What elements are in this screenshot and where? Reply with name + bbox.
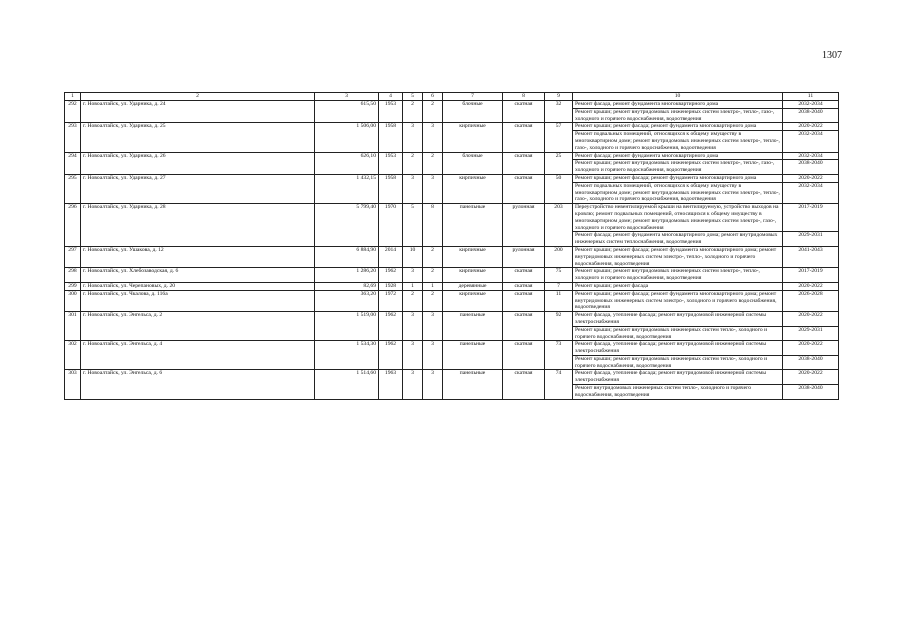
capital-repair-table (64, 92, 839, 400)
record-year: 1962 (379, 312, 403, 341)
record-number: 299 (65, 282, 81, 290)
record-residents: 75 (545, 268, 573, 283)
work-description: Ремонт фасада, утепление фасада; ремонт внутридомовой инженерной системы электроснабжения (573, 341, 783, 356)
work-description: Переустройство невентилируемой крыши на вентилируемую, устройство выходов на кровлю; ремонт подвальных помещений, относящихся к общему имуществу в многоквартирном доме; ремонт внутридомовых инженерных систем электро-, газо-, холодного и горячего водоснабжения (573, 204, 783, 232)
record-wall-material: панельные (443, 312, 503, 341)
work-period: 2017-2019 (783, 268, 839, 283)
record-address: г. Новоалтайск, ул. Ударника, д. 25 (81, 123, 315, 152)
work-description: Ремонт фасада; ремонт фундамента многоквартирного дома; ремонт внутридомовых инженерных систем теплоснабжения, водоотведения (573, 232, 783, 247)
column-number: 7 (443, 93, 503, 101)
work-period: 2032-2034 (783, 101, 839, 109)
record-number: 303 (65, 370, 81, 399)
record-area: 6 884,90 (315, 246, 379, 267)
record-entrances: 3 (423, 123, 443, 152)
work-description: Ремонт фасада, утепление фасада; ремонт внутридомовой инженерной системы электроснабжения (573, 370, 783, 385)
record-entrances: 2 (423, 290, 443, 311)
work-description: Ремонт подвальных помещений, относящихся к общему имуществу в многоквартирном доме; ремонт внутридомовых инженерных систем электро-, тепло-, газо-, холодного и горячего водоснабжения, водоотведения (573, 131, 783, 152)
work-description: Ремонт крыши; ремонт внутридомовых инженерных систем электро-, тепло-, газо-, холодного и горячего водоснабжения, водоотведения (573, 108, 783, 123)
record-address: г. Новоалтайск, ул. Ударника, д. 24 (81, 101, 315, 123)
record-entrances: 2 (423, 101, 443, 123)
table-row (65, 290, 839, 311)
work-description: Ремонт фасада, утепление фасада; ремонт внутридомовой инженерной системы электроснабжения (573, 312, 783, 327)
record-floors: 1 (403, 282, 423, 290)
record-roof-type: скатная (503, 174, 545, 203)
record-roof-type: скатная (503, 101, 545, 123)
record-entrances: 3 (423, 370, 443, 399)
record-roof-type: скатная (503, 370, 545, 399)
record-wall-material: панельные (443, 370, 503, 399)
record-area: 363,20 (315, 290, 379, 311)
record-entrances: 3 (423, 174, 443, 203)
record-address: г. Новоалтайск, ул. Хлебозаводская, д. 6 (81, 268, 315, 283)
work-description: Ремонт крыши; ремонт внутридомовых инженерных систем электро-, тепло-, холодного и горячего водоснабжения, водоотведения (573, 268, 783, 283)
record-year: 1958 (379, 123, 403, 152)
work-period: 2041-2043 (783, 246, 839, 267)
record-year: 1962 (379, 341, 403, 370)
record-residents: 57 (545, 123, 573, 152)
record-entrances: 2 (423, 268, 443, 283)
record-floors: 2 (403, 101, 423, 123)
record-area: 1 432,15 (315, 174, 379, 203)
record-wall-material: панельные (443, 204, 503, 247)
work-period: 2032-2034 (783, 182, 839, 203)
record-area: 1 506,00 (315, 123, 379, 152)
work-period: 2020-2022 (783, 312, 839, 327)
record-entrances: 2 (423, 152, 443, 174)
record-number: 301 (65, 312, 81, 341)
work-period: 2020-2022 (783, 282, 839, 290)
record-area: 82,69 (315, 282, 379, 290)
record-residents: 11 (545, 290, 573, 311)
record-residents: 92 (545, 312, 573, 341)
work-period: 2032-2034 (783, 152, 839, 160)
table-row (65, 204, 839, 232)
work-period: 2032-2034 (783, 131, 839, 152)
record-wall-material: блочные (443, 152, 503, 174)
record-year: 1958 (379, 174, 403, 203)
record-year: 2014 (379, 246, 403, 267)
work-description: Ремонт внутридомовых инженерных систем тепло-, холодного и горячего водоснабжения, водоотведения (573, 385, 783, 400)
record-number: 297 (65, 246, 81, 267)
record-residents: 7 (545, 282, 573, 290)
record-number: 293 (65, 123, 81, 152)
column-number: 10 (573, 93, 783, 101)
record-floors: 3 (403, 268, 423, 283)
table-row (65, 101, 839, 109)
work-description: Ремонт крыши; ремонт внутридомовых инженерных систем тепло-, холодного и горячего водоснабжения, водоотведения (573, 355, 783, 370)
record-year: 1972 (379, 290, 403, 311)
record-roof-type: рулонная (503, 246, 545, 267)
record-area: 1 514,60 (315, 370, 379, 399)
record-residents: 200 (545, 246, 573, 267)
record-address: г. Новоалтайск, ул. Ушакова, д. 12 (81, 246, 315, 267)
record-year: 1970 (379, 204, 403, 247)
record-address: г. Новоалтайск, ул. Ударника, д. 27 (81, 174, 315, 203)
column-number: 11 (783, 93, 839, 101)
record-roof-type: скатная (503, 152, 545, 174)
table-row (65, 152, 839, 160)
record-wall-material: панельные (443, 341, 503, 370)
record-address: г. Новоалтайск, ул. Энгельса, д. 6 (81, 370, 315, 399)
work-period: 2026-2028 (783, 290, 839, 311)
record-entrances: 8 (423, 204, 443, 247)
work-description: Ремонт крыши; ремонт фасада; ремонт фундамента многоквартирного дома (573, 123, 783, 131)
column-number: 6 (423, 93, 443, 101)
record-floors: 5 (403, 204, 423, 247)
record-area: 5 799,40 (315, 204, 379, 247)
record-area: 615,50 (315, 101, 379, 123)
record-floors: 3 (403, 174, 423, 203)
work-period: 2038-2040 (783, 108, 839, 123)
record-wall-material: блочные (443, 101, 503, 123)
record-roof-type: скатная (503, 282, 545, 290)
page-number: 1307 (822, 50, 842, 61)
record-floors: 3 (403, 123, 423, 152)
column-number-row (65, 93, 839, 101)
record-roof-type: скатная (503, 290, 545, 311)
work-period: 2038-2040 (783, 355, 839, 370)
work-period: 2020-2022 (783, 123, 839, 131)
table-row (65, 123, 839, 131)
work-description: Ремонт крыши; ремонт фасада; ремонт фундамента многоквартирного дома; ремонт внутридомовых инженерных систем электро-, тепло-, холодного и горячего водоснабжения, водоотведения (573, 246, 783, 267)
work-period: 2029-2031 (783, 232, 839, 247)
work-description: Ремонт крыши; ремонт внутридомовых инженерных систем электро-, тепло-, газо-, холодного и горячего водоснабжения, водоотведения (573, 160, 783, 175)
record-floors: 3 (403, 312, 423, 341)
record-roof-type: скатная (503, 312, 545, 341)
record-entrances: 1 (423, 282, 443, 290)
record-floors: 3 (403, 341, 423, 370)
work-period: 2017-2019 (783, 204, 839, 232)
record-area: 1 519,00 (315, 312, 379, 341)
record-residents: 203 (545, 204, 573, 247)
record-roof-type: скатная (503, 123, 545, 152)
work-period: 2020-2022 (783, 174, 839, 182)
table-row (65, 312, 839, 327)
record-residents: 74 (545, 370, 573, 399)
record-wall-material: кирпичные (443, 123, 503, 152)
record-wall-material: кирпичные (443, 174, 503, 203)
record-area: 1 534,30 (315, 341, 379, 370)
record-wall-material: кирпичные (443, 290, 503, 311)
work-description: Ремонт фасада; ремонт фундамента многоквартирного дома (573, 152, 783, 160)
record-roof-type: рулонная (503, 204, 545, 247)
record-area: 1 286,20 (315, 268, 379, 283)
record-residents: 25 (545, 152, 573, 174)
table-row (65, 341, 839, 356)
table-row (65, 282, 839, 290)
record-address: г. Новоалтайск, ул. Энгельса, д. 4 (81, 341, 315, 370)
work-description: Ремонт крыши; ремонт внутридомовых инженерных систем тепло-, холодного и горячего водоснабжения, водоотведения (573, 326, 783, 341)
work-description: Ремонт крыши; ремонт фасада; ремонт фундамента многоквартирного дома (573, 174, 783, 182)
record-residents: 73 (545, 341, 573, 370)
work-description: Ремонт подвальных помещений, относящихся к общему имуществу в многоквартирном доме; ремонт внутридомовых инженерных систем электро-, тепло-, газо-, холодного и горячего водоснабжения, водоотведения (573, 182, 783, 203)
table-row (65, 370, 839, 385)
work-period: 2020-2022 (783, 341, 839, 356)
record-residents: 32 (545, 101, 573, 123)
record-area: 626,10 (315, 152, 379, 174)
record-year: 1953 (379, 152, 403, 174)
record-year: 1963 (379, 370, 403, 399)
work-description: Ремонт фасада, ремонт фундамента многоквартирного дома (573, 101, 783, 109)
record-number: 295 (65, 174, 81, 203)
record-wall-material: кирпичные (443, 268, 503, 283)
record-roof-type: скатная (503, 268, 545, 283)
record-number: 296 (65, 204, 81, 247)
column-number: 8 (503, 93, 545, 101)
work-period: 2020-2022 (783, 370, 839, 385)
record-year: 1962 (379, 268, 403, 283)
work-period: 2029-2031 (783, 326, 839, 341)
work-description: Ремонт крыши; ремонт фасада; ремонт фундамента многоквартирного дома; ремонт внутридомовых инженерных систем электро-, холодного и горячего водоснабжения, водоотведения (573, 290, 783, 311)
record-number: 292 (65, 101, 81, 123)
record-number: 300 (65, 290, 81, 311)
column-number: 3 (315, 93, 379, 101)
column-number: 1 (65, 93, 81, 101)
record-address: г. Новоалтайск, ул. Энгельса, д. 2 (81, 312, 315, 341)
record-address: г. Новоалтайск, ул. Ударника, д. 28 (81, 204, 315, 247)
work-period: 2038-2040 (783, 385, 839, 400)
table-row (65, 268, 839, 283)
record-address: г. Новоалтайск, ул. Чкалова, д. 116а (81, 290, 315, 311)
record-number: 302 (65, 341, 81, 370)
record-number: 294 (65, 152, 81, 174)
work-period: 2038-2040 (783, 160, 839, 175)
record-year: 1928 (379, 282, 403, 290)
table-row (65, 246, 839, 267)
record-floors: 2 (403, 152, 423, 174)
table-row (65, 174, 839, 182)
column-number: 4 (379, 93, 403, 101)
record-entrances: 2 (423, 246, 443, 267)
column-number: 5 (403, 93, 423, 101)
record-wall-material: кирпичные (443, 246, 503, 267)
record-address: г. Новоалтайск, ул. Черепановых, д. 20 (81, 282, 315, 290)
record-entrances: 3 (423, 341, 443, 370)
column-number: 2 (81, 93, 315, 101)
record-number: 298 (65, 268, 81, 283)
record-floors: 10 (403, 246, 423, 267)
record-residents: 50 (545, 174, 573, 203)
record-entrances: 3 (423, 312, 443, 341)
record-address: г. Новоалтайск, ул. Ударника, д. 26 (81, 152, 315, 174)
record-wall-material: деревянные (443, 282, 503, 290)
column-number: 9 (545, 93, 573, 101)
record-year: 1953 (379, 101, 403, 123)
record-roof-type: скатная (503, 341, 545, 370)
record-floors: 2 (403, 290, 423, 311)
work-description: Ремонт крыши; ремонт фасада (573, 282, 783, 290)
record-floors: 3 (403, 370, 423, 399)
